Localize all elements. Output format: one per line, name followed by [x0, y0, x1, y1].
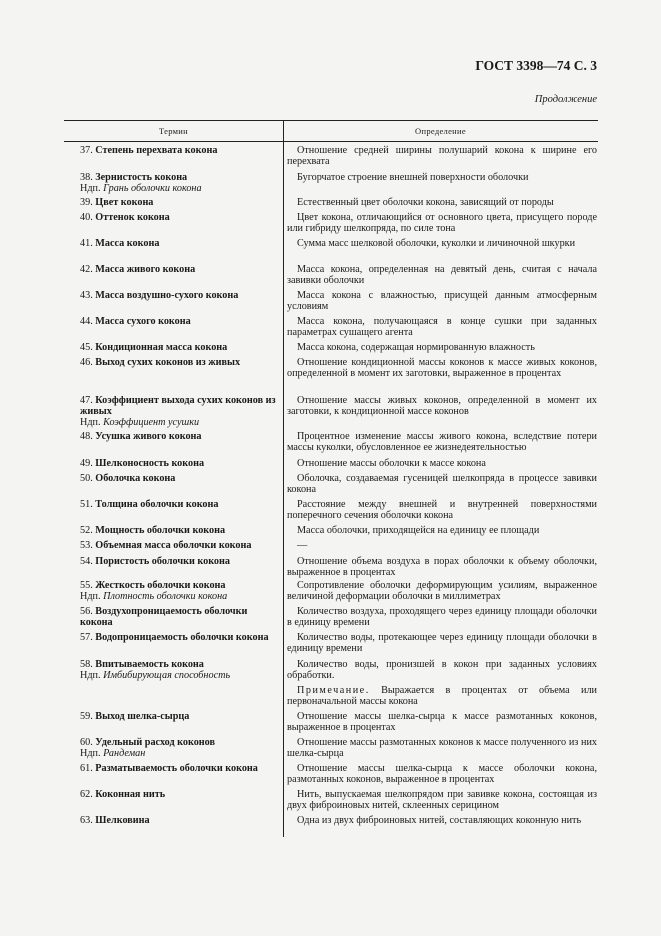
definition-cell: Отношение кондиционной массы коконов к массе живых коконов, определенной в момент их заготовки, выраженное в процентах [287, 357, 597, 379]
term-name: Коэффициент выхода сухих коконов из живых [80, 395, 276, 417]
term-name: Коконная нить [95, 789, 166, 800]
term-number: 39. [80, 197, 93, 208]
term-cell [64, 659, 278, 681]
term-name: Водопроницаемость оболочки кокона [95, 632, 269, 643]
term-number: 53. [80, 540, 93, 551]
term-number: 49. [80, 458, 93, 469]
term-cell [64, 525, 278, 536]
term-number: 45. [80, 342, 93, 353]
term-name: Шелконосность кокона [95, 458, 205, 469]
ndp-term: Коэффициент усушки [103, 417, 200, 428]
definition-cell: Нить, выпускаемая шелкопрядом при завивке кокона, состоящая из двух фиброиновых нитей, склеенных серицином [287, 789, 597, 811]
definition-cell: Отношение массы шелка-сырца к массе оболочки кокона, размотанных коконов, выраженное в процентах [287, 763, 597, 785]
term-name: Степень перехвата кокона [95, 145, 218, 156]
term-cell [64, 540, 278, 551]
ndp-label: Ндп. [80, 748, 101, 759]
definition-cell: Сопротивление оболочки деформирующим усилиям, выраженное величиной деформации оболочки в миллиметрах [287, 580, 597, 602]
term-number: 40. [80, 212, 93, 223]
column-divider [283, 121, 284, 837]
term-cell [64, 264, 278, 275]
term-name: Мощность оболочки кокона [95, 525, 226, 536]
term-cell [64, 172, 278, 194]
definition-cell: Количество воды, пронизшей в кокон при заданных условиях обработки. [287, 659, 597, 681]
term-name: Выход сухих коконов из живых [95, 357, 241, 368]
term-cell [64, 238, 278, 249]
term-cell [64, 473, 278, 484]
term-number: 63. [80, 815, 93, 826]
term-name: Жесткость оболочки кокона [95, 580, 226, 591]
definition-cell: Отношение массы шелка-сырца к массе размотанных коконов, выраженное в процентах [287, 711, 597, 733]
term-name: Выход шелка-сырца [95, 711, 190, 722]
note-text: Выражается в процентах от объема или первоначальной массы кокона [287, 685, 597, 707]
definition-cell: Масса кокона, содержащая нормированную влажность [297, 342, 535, 353]
definition-cell: Цвет кокона, отличающийся от основного цвета, присущего породе или гибриду шелкопряда, по силе тона [287, 212, 597, 234]
term-number: 59. [80, 711, 93, 722]
term-cell [64, 789, 278, 800]
term-number: 60. [80, 737, 93, 748]
definition-cell: Одна из двух фиброиновых нитей, составляющих коконную нить [297, 815, 582, 826]
term-number: 47. [80, 395, 93, 406]
definition-cell: Количество воды, протекающее через единицу площади оболочки в единицу времени [287, 632, 597, 654]
nonstandard-term [64, 748, 278, 759]
term-name: Воздухопроницаемость оболочки кокона [80, 606, 248, 628]
term-number: 55. [80, 580, 93, 591]
term-cell [64, 458, 278, 469]
term-name: Масса воздушно-сухого кокона [95, 290, 239, 301]
definition-cell: Масса кокона, получающаяся в конце сушки при заданных параметрах сушащего агента [287, 316, 597, 338]
term-number: 61. [80, 763, 93, 774]
definition-cell: Количество воздуха, проходящего через единицу площади оболочки в единицу времени [287, 606, 597, 628]
term-name: Пористость оболочки кокона [95, 556, 230, 567]
definition-cell: Процентное изменение массы живого кокона, вследствие потери массы куколки, обусловленное ее жизнедеятельностью [287, 431, 597, 453]
definition-cell: Отношение объема воздуха в порах оболочки к объему оболочки, выраженное в процентах [287, 556, 597, 578]
term-cell [64, 632, 278, 643]
term-number: 51. [80, 499, 93, 510]
definition-cell: Расстояние между внешней и внутренней поверхностями поперечного сечения оболочки кокона [287, 499, 597, 521]
term-cell [64, 145, 278, 156]
definition-cell: Бугорчатое строение внешней поверхности оболочки [297, 172, 529, 183]
ndp-term: Рандеман [103, 748, 146, 759]
term-cell [64, 815, 278, 826]
term-name: Оттенок кокона [95, 212, 170, 223]
nonstandard-term [64, 417, 278, 428]
term-number: 52. [80, 525, 93, 536]
term-cell [64, 556, 278, 567]
term-name: Кондиционная масса кокона [95, 342, 228, 353]
term-name: Цвет кокона [95, 197, 154, 208]
term-number: 54. [80, 556, 93, 567]
term-name: Масса кокона [95, 238, 160, 249]
column-header-definition: Определение [415, 126, 466, 136]
definition-cell: Оболочка, создаваемая гусеницей шелкопряда в процессе завивки кокона [287, 473, 597, 495]
ndp-label: Ндп. [80, 183, 101, 194]
term-cell [64, 763, 278, 774]
term-cell [64, 431, 278, 442]
ndp-label: Ндп. [80, 417, 101, 428]
term-cell [64, 316, 278, 327]
ndp-label: Ндп. [80, 670, 101, 681]
term-number: 62. [80, 789, 93, 800]
term-cell [64, 395, 278, 428]
nonstandard-term [64, 183, 278, 194]
term-number: 48. [80, 431, 93, 442]
term-cell [64, 606, 278, 628]
nonstandard-term [64, 591, 278, 602]
term-cell [64, 290, 278, 301]
ndp-term: Грань оболочки кокона [103, 183, 202, 194]
term-number: 46. [80, 357, 93, 368]
term-name: Впитываемость кокона [95, 659, 204, 670]
term-name: Объемная масса оболочки кокона [95, 540, 252, 551]
page-header: ГОСТ 3398—74 С. 3 [475, 58, 597, 73]
term-name: Толщина оболочки кокона [95, 499, 219, 510]
definition-cell: Отношение массы размотанных коконов к массе полученного из них шелка-сырца [287, 737, 597, 759]
column-header-term: Термин [158, 126, 189, 136]
definition-cell: — [297, 540, 308, 551]
term-number: 50. [80, 473, 93, 484]
term-name: Усушка живого кокона [95, 431, 202, 442]
definition-cell: Масса кокона, определенная на девятый день, считая с начала завивки оболочки [287, 264, 597, 286]
term-number: 42. [80, 264, 93, 275]
term-name: Разматываемость оболочки кокона [95, 763, 258, 774]
term-number: 41. [80, 238, 93, 249]
definition-cell: Естественный цвет оболочки кокона, зависящий от породы [297, 197, 554, 208]
definition-cell: Сумма масс шелковой оболочки, куколки и личиночной шкурки [297, 238, 576, 249]
term-name: Зернистость кокона [95, 172, 188, 183]
term-number: 38. [80, 172, 93, 183]
term-number: 37. [80, 145, 93, 156]
definition-cell: Масса кокона с влажностью, присущей данным атмосферным условиям [287, 290, 597, 312]
nonstandard-term [64, 670, 278, 681]
note-label: Примечание. [297, 685, 370, 696]
term-cell [64, 212, 278, 223]
term-cell [64, 580, 278, 602]
term-name: Шелковина [95, 815, 150, 826]
definition-cell: Отношение массы оболочки к массе кокона [297, 458, 486, 469]
term-name: Масса живого кокона [95, 264, 196, 275]
definition-note [287, 685, 597, 707]
term-number: 43. [80, 290, 93, 301]
term-number: 44. [80, 316, 93, 327]
continuation-label: Продолжение [534, 94, 597, 105]
term-cell [64, 737, 278, 759]
term-name: Масса сухого кокона [95, 316, 191, 327]
definition-cell: Отношение массы живых коконов, определенной в момент их заготовки, к кондиционной массе коконов [287, 395, 597, 417]
term-name: Оболочка кокона [95, 473, 176, 484]
term-number: 57. [80, 632, 93, 643]
term-cell [64, 342, 278, 353]
term-number: 58. [80, 659, 93, 670]
term-cell [64, 499, 278, 510]
ndp-term: Плотность оболочки кокона [103, 591, 228, 602]
table-header [64, 121, 598, 142]
ndp-label: Ндп. [80, 591, 101, 602]
term-cell [64, 357, 278, 368]
ndp-term: Имбибирующая способность [103, 670, 231, 681]
term-number: 56. [80, 606, 93, 617]
term-cell [64, 711, 278, 722]
definition-cell: Масса оболочки, приходящейся на единицу ее площади [297, 525, 540, 536]
definition-cell: Отношение средней ширины полушарий кокона к ширине его перехвата [287, 145, 597, 167]
term-name: Удельный расход коконов [95, 737, 216, 748]
term-cell [64, 197, 278, 208]
